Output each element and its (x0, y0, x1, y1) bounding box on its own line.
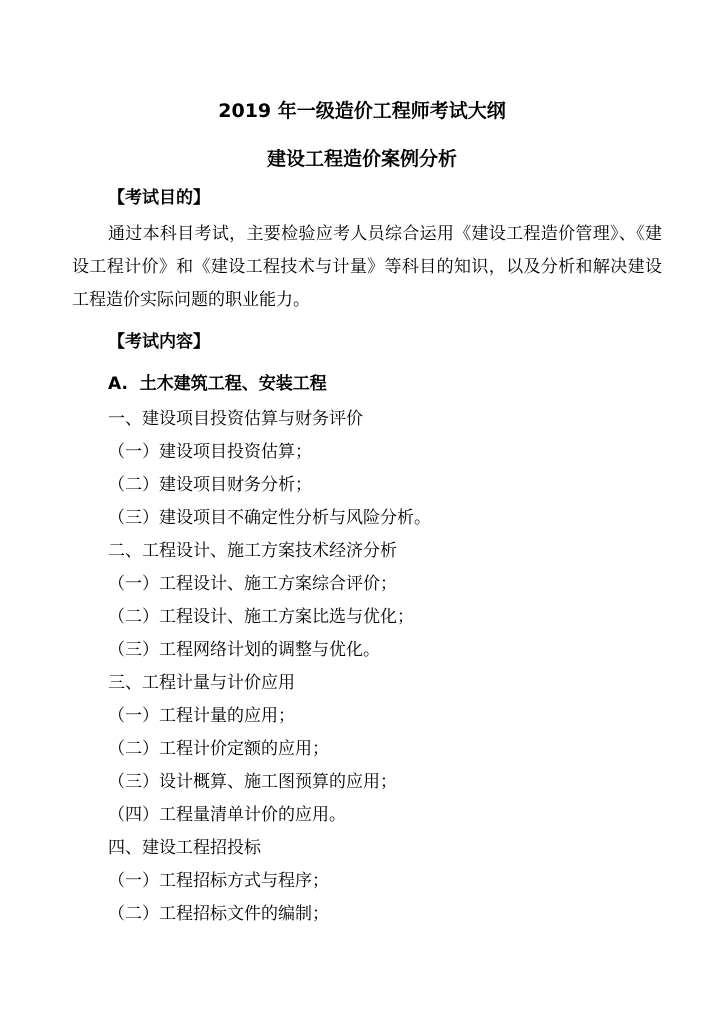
outline-subitem: （二）工程计价定额的应用； (108, 739, 329, 759)
subject-heading: A. 土木建筑工程、安装工程 (108, 374, 327, 394)
outline-subitem: （二）建设项目财务分析； (108, 475, 312, 495)
exam-content-outline (108, 403, 431, 931)
outline-subitem: （三）建设项目不确定性分析与风险分析。 (108, 508, 431, 528)
outline-subitem: （一）工程招标方式与程序； (108, 871, 329, 891)
outline-subitem: （二）工程招标文件的编制； (108, 904, 329, 924)
outline-item: 三、工程计量与计价应用 (108, 673, 295, 693)
outline-item: 四、建设工程招投标 (108, 838, 261, 858)
outline-item: 一、建设项目投资估算与财务评价 (108, 409, 363, 429)
outline-subitem: （一）建设项目投资估算； (108, 442, 312, 462)
exam-purpose-heading: 【考试目的】 (108, 188, 210, 208)
outline-subitem: （一）工程计量的应用； (108, 706, 295, 726)
outline-subitem: （三）工程网络计划的调整与优化。 (108, 640, 380, 660)
document-title: 2019 年一级造价工程师考试大纲 (218, 100, 506, 122)
outline-item: 二、工程设计、施工方案技术经济分析 (108, 541, 397, 561)
outline-subitem: （一）工程设计、施工方案综合评价； (108, 574, 397, 594)
exam-content-heading: 【考试内容】 (108, 332, 210, 352)
exam-purpose-paragraph: 通过本科目考试，主要检验应考人员综合运用《建设工程造价管理》、《建设工程计价》和《建设工程技术与计量》等科目的知识，以及分析和解决建设工程造价实际问题的职业能力。 (72, 224, 662, 310)
outline-subitem: （四）工程量清单计价的应用。 (108, 805, 346, 825)
outline-subitem: （二）工程设计、施工方案比选与优化； (108, 607, 414, 627)
document-subtitle: 建设工程造价案例分析 (266, 148, 457, 170)
outline-subitem: （三）设计概算、施工图预算的应用； (108, 772, 397, 792)
